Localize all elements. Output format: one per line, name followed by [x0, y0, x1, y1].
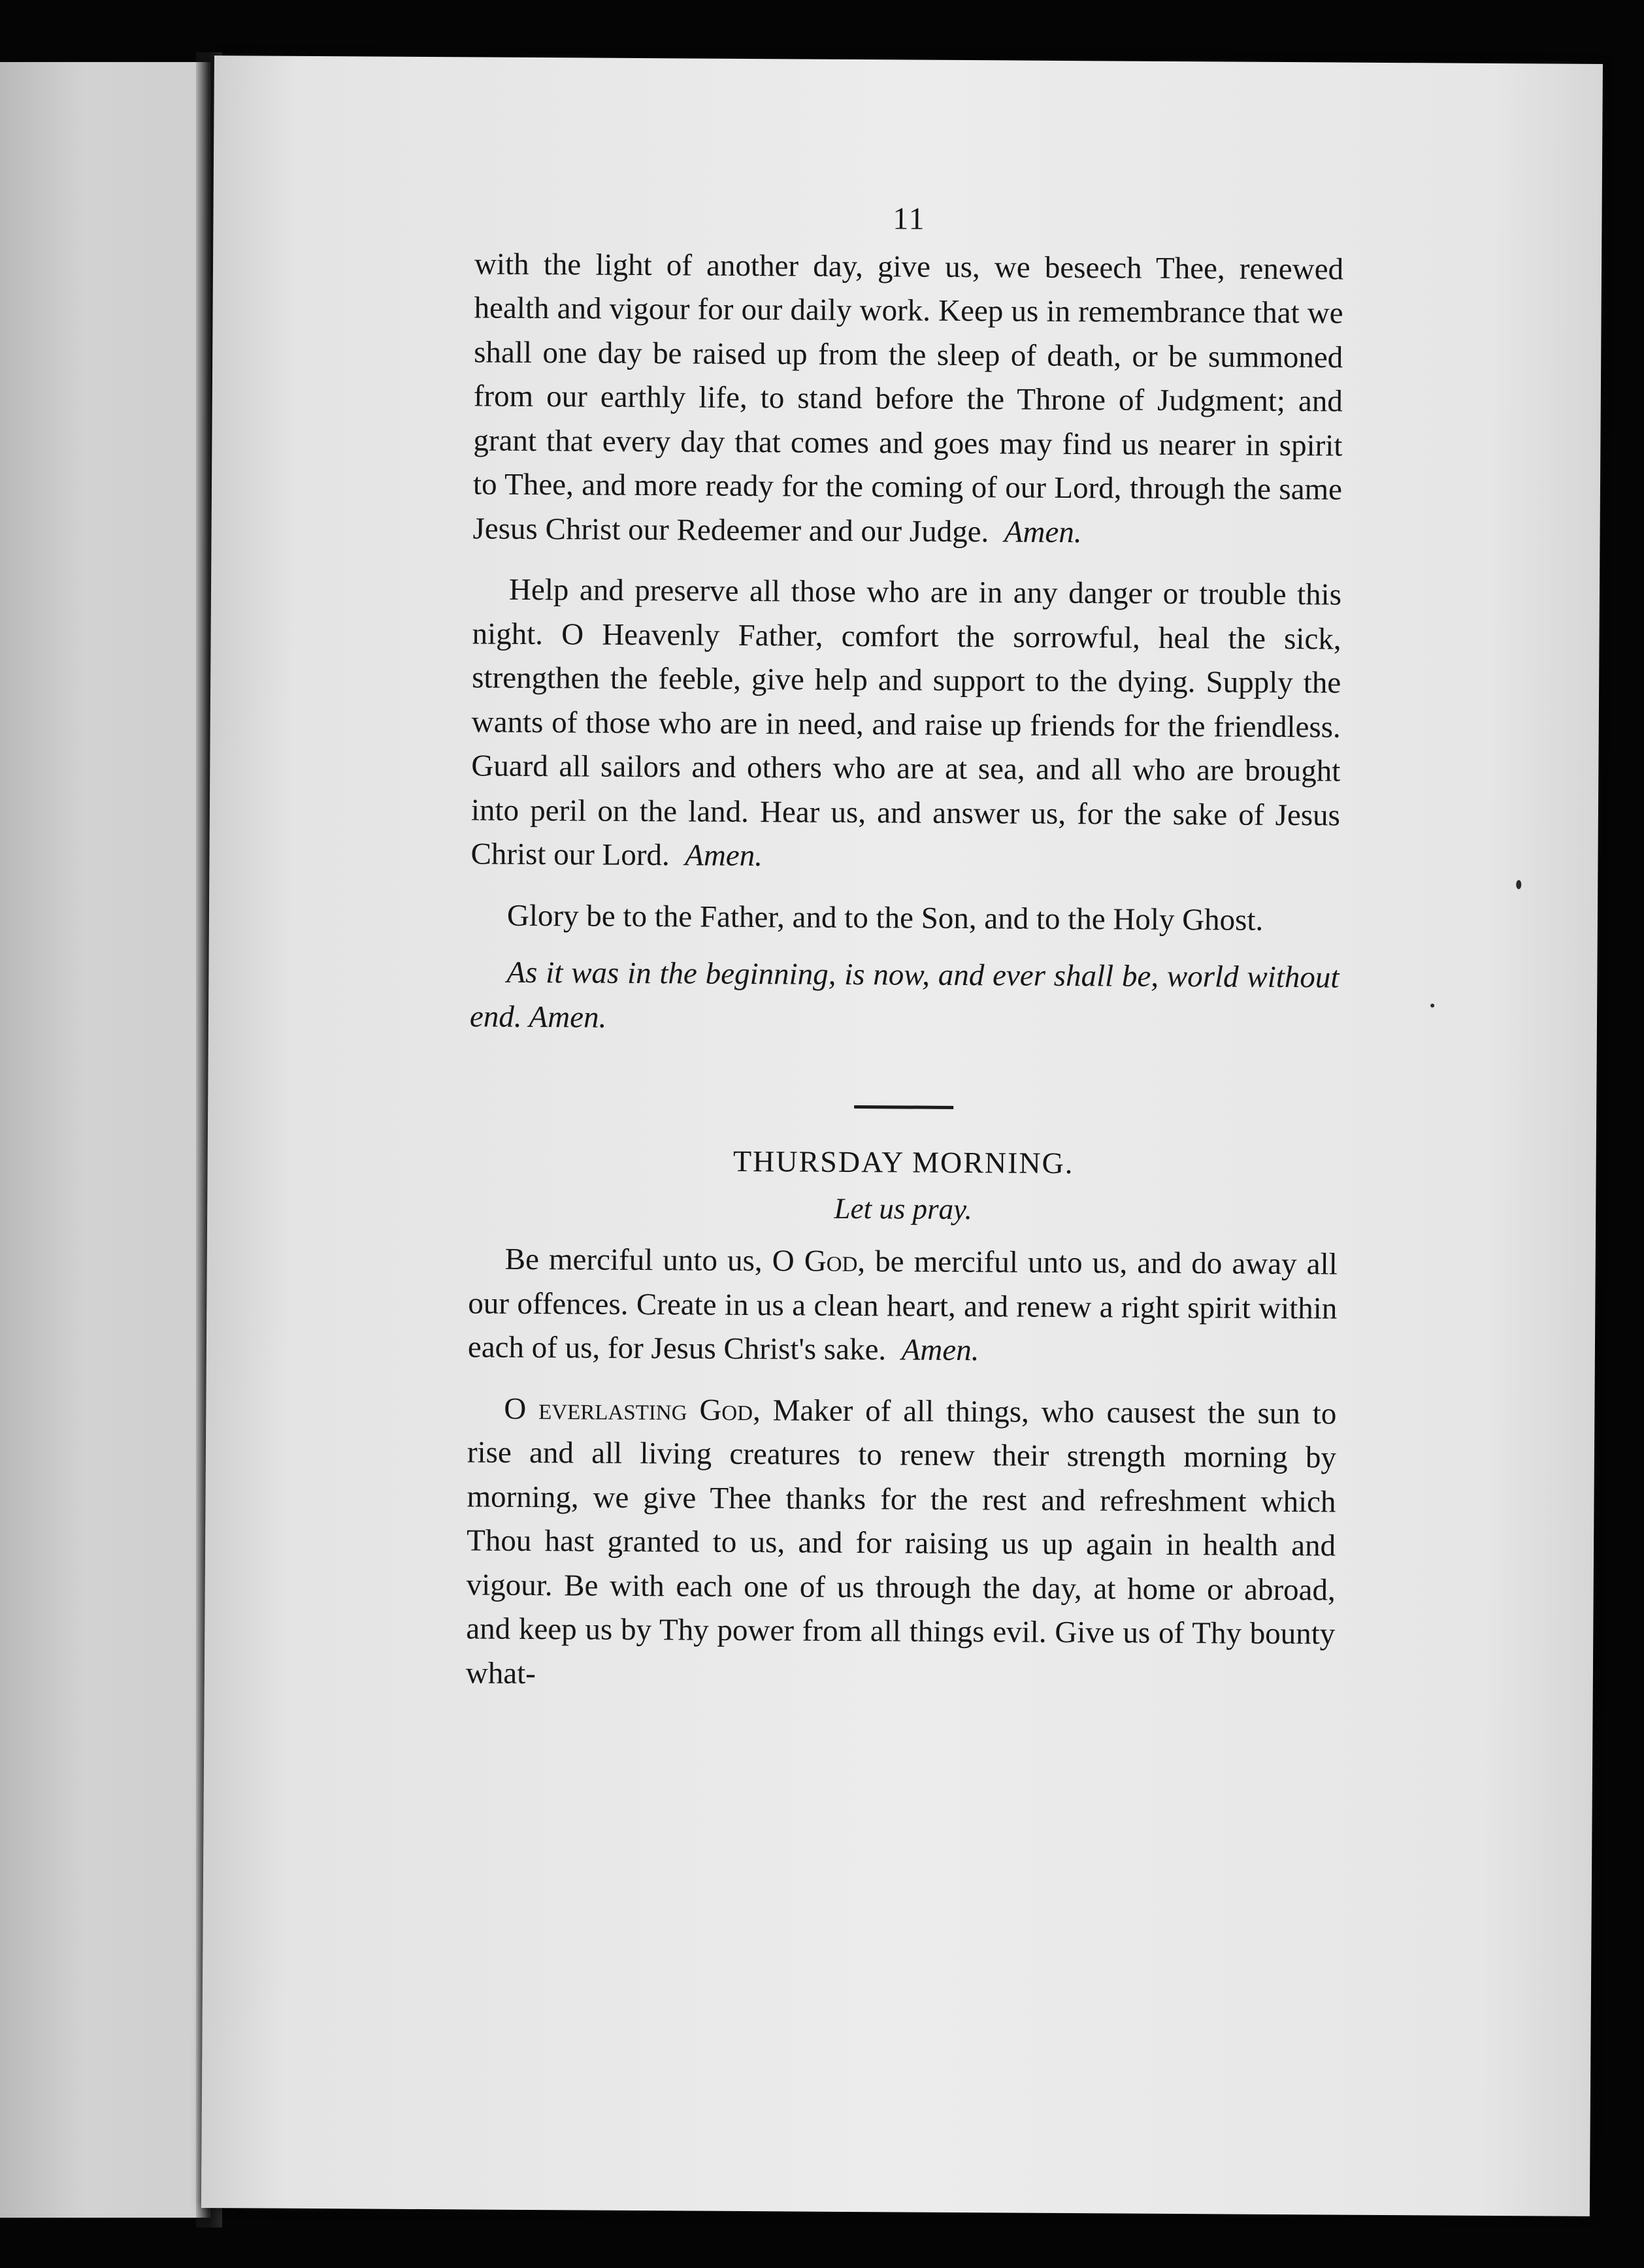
section-subheading: Let us pray.	[834, 1191, 973, 1225]
paragraph-mercy-prayer	[468, 1237, 1338, 1375]
book-page	[201, 56, 1603, 2216]
amen-text: Amen.	[1004, 514, 1082, 549]
divine-name: God	[804, 1244, 858, 1279]
page-text	[466, 194, 1344, 1700]
amen-text: Amen.	[685, 838, 763, 873]
paragraph-text-rest: , be merciful unto us, and do away all our offences. Create in us a clean heart, and renew a right spirit within each of us, for Jesus Christ's sake.	[467, 1244, 1338, 1367]
opening-words: everlasting	[538, 1391, 687, 1427]
paragraph-text: Help and preserve all those who are in any danger or trouble this night. O Heavenly Father, comfort the sorrowful, heal the sick, strengthen the feeble, give help and support to the dying. Supply the wants of those who are in need, and raise up friends for the friendless. Guard all sailors and others who are at sea, and all who are brought into peril on the land. Hear us, and answer us, for the sake of Jesus Christ our Lord.	[470, 572, 1342, 873]
paragraph-gloria-response	[470, 950, 1340, 1044]
paragraph-text-rest: , Maker of all things, who causest the sun to rise and all living creatures to renew their strength morning by morning, we give Thee thanks for the rest and refreshment which Thou hast granted to us, and for raising us up again in health and vigour. Be with each one of us through the day, at home or abroad, and keep us by Thy power from all things evil. Give us of Thy bounty what-	[465, 1393, 1337, 1691]
page-number: 11	[893, 201, 926, 236]
paragraph-text: Glory be to the Father, and to the Son, and to the Holy Ghost.	[506, 898, 1264, 937]
amen-text: Amen.	[901, 1333, 979, 1368]
section-heading: THURSDAY MORNING.	[732, 1144, 1074, 1180]
paragraph-evening-prayer-end	[472, 242, 1343, 557]
paragraph-text: with the light of another day, give us, we beseech Thee, renewed health and vigour for our daily work. Keep us in remembrance that we shall one day be raised up from the sleep of death, or be summoned from our earthly life, to stand before the Throne of Judgment; and grant that every day that comes and goes may find us nearer in spirit to Thee, and more ready for the coming of our Lord, through the same Jesus Christ our Redeemer and our Judge.	[472, 246, 1344, 549]
divine-name: God	[699, 1393, 753, 1427]
paragraph-text-start: O	[504, 1391, 539, 1426]
paper-speck	[1516, 880, 1521, 889]
facing-page-left	[0, 62, 210, 2218]
section-divider	[854, 1105, 953, 1109]
paragraph-intercession	[470, 568, 1341, 882]
paragraph-text-start: Be merciful unto us, O	[504, 1242, 804, 1278]
paragraph-gloria	[470, 894, 1340, 943]
paragraph-morning-prayer	[466, 1387, 1337, 1701]
paragraph-text: As it was in the beginning, is now, and ever shall be, world without end. Amen.	[469, 955, 1340, 1035]
paper-speck	[1430, 1003, 1434, 1007]
